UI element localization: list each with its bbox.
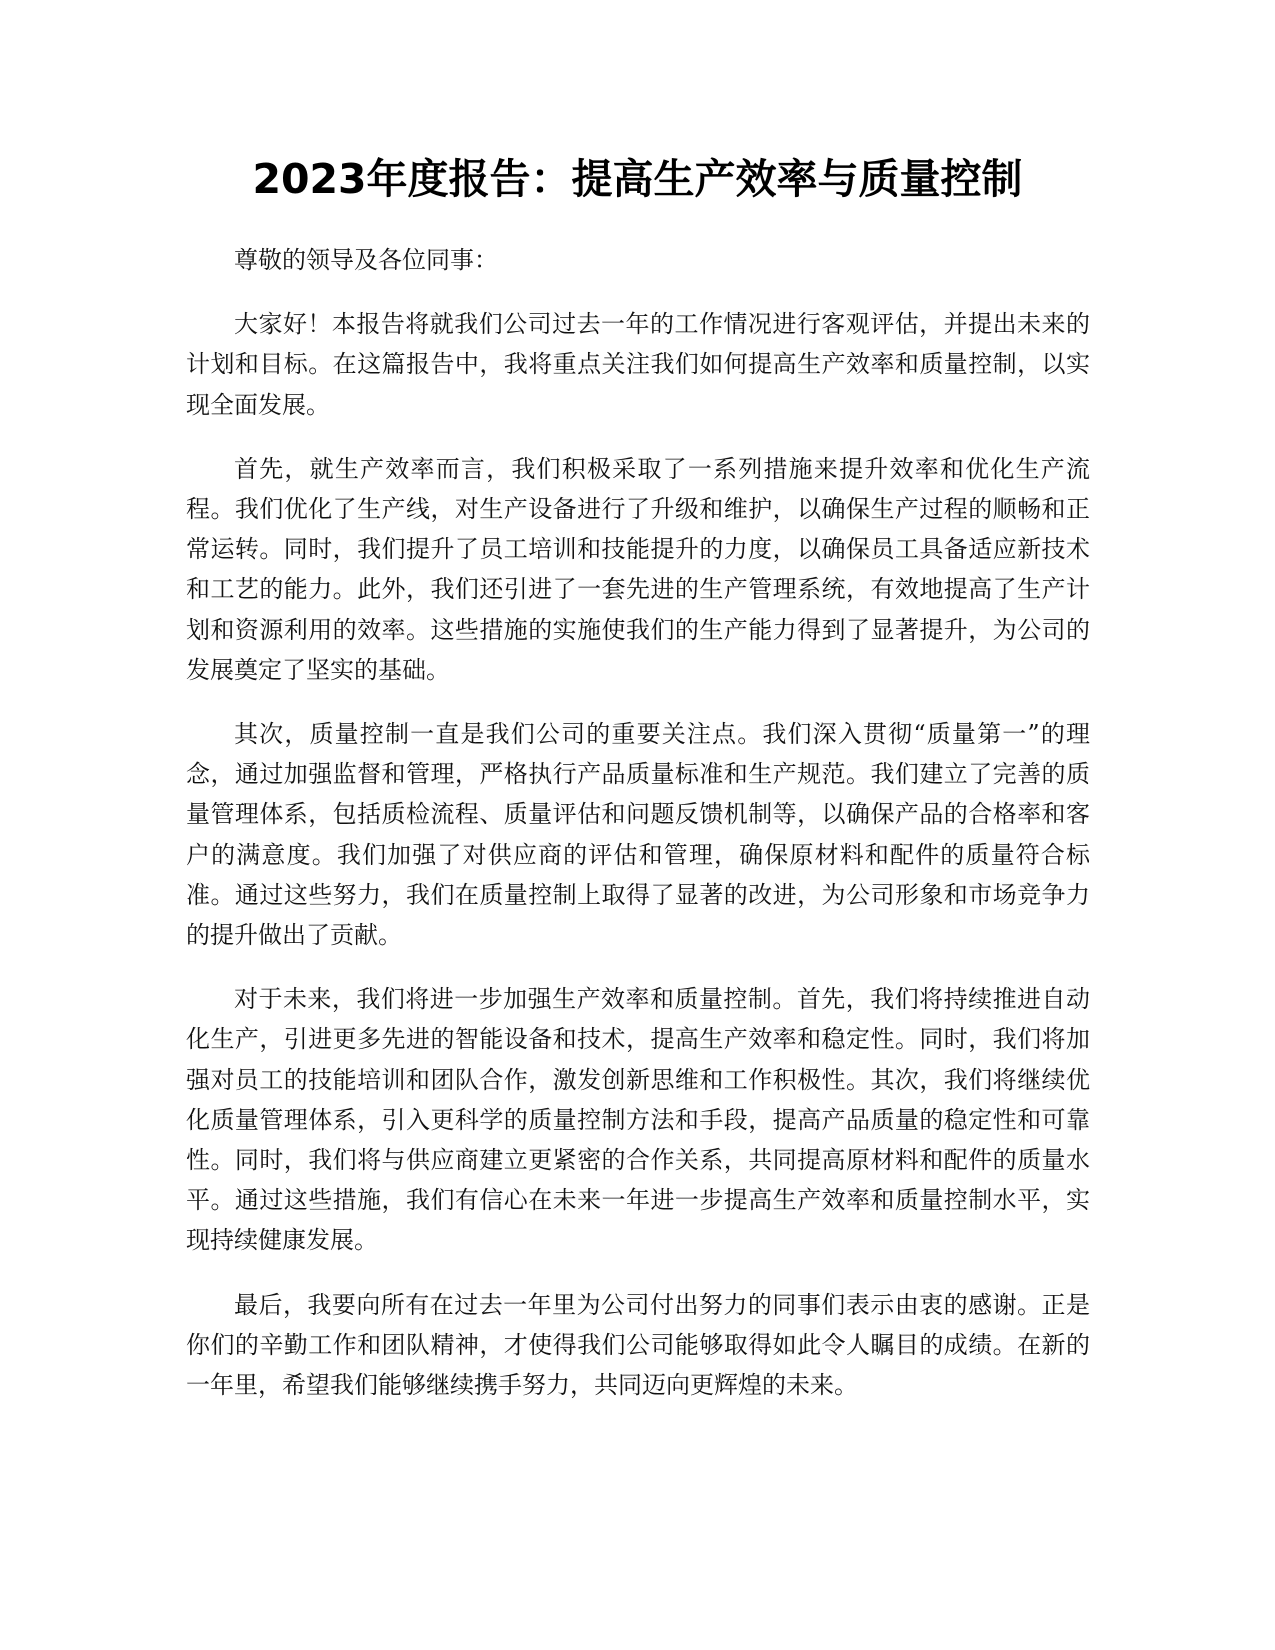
paragraph-intro: 大家好！本报告将就我们公司过去一年的工作情况进行客观评估，并提出未来的计划和目标。在这篇报告中，我将重点关注我们如何提高生产效率和质量控制，以实现全面发展。: [186, 310, 1090, 419]
document-title: 2023年度报告：提高生产效率与质量控制: [252, 155, 1023, 203]
paragraph-production-efficiency: 首先，就生产效率而言，我们积极采取了一系列措施来提升效率和优化生产流程。我们优化了生产线，对生产设备进行了升级和维护，以确保生产过程的顺畅和正常运转。同时，我们提升了员工培训和技能提升的力度，以确保员工具备适应新技术和工艺的能力。此外，我们还引进了一套先进的生产管理系统，有效地提高了生产计划和资源利用的效率。这些措施的实施使我们的生产能力得到了显著提升，为公司的发展奠定了坚实的基础。: [186, 454, 1090, 684]
salutation: 尊敬的领导及各位同事：: [234, 246, 498, 274]
paragraph-closing-thanks: 最后，我要向所有在过去一年里为公司付出努力的同事们表示由衷的感谢。正是你们的辛勤工作和团队精神，才使得我们公司能够取得如此令人瞩目的成绩。在新的一年里，希望我们能够继续携手努力，共同迈向更辉煌的未来。: [186, 1290, 1090, 1400]
paragraph-quality-control: 其次，质量控制一直是我们公司的重要关注点。我们深入贯彻“质量第一”的理念，通过加强监督和管理，严格执行产品质量标准和生产规范。我们建立了完善的质量管理体系，包括质检流程、质量评估和问题反馈机制等，以确保产品的合格率和客户的满意度。我们加强了对供应商的评估和管理，确保原材料和配件的质量符合标准。通过这些努力，我们在质量控制上取得了显著的改进，为公司形象和市场竞争力的提升做出了贡献。: [186, 720, 1090, 950]
document-body: [186, 240, 1090, 1429]
paragraph-future-plans: 对于未来，我们将进一步加强生产效率和质量控制。首先，我们将持续推进自动化生产，引进更多先进的智能设备和技术，提高生产效率和稳定性。同时，我们将加强对员工的技能培训和团队合作，激发创新思维和工作积极性。其次，我们将继续优化质量管理体系，引入更科学的质量控制方法和手段，提高产品质量的稳定性和可靠性。同时，我们将与供应商建立更紧密的合作关系，共同提高原材料和配件的质量水平。通过这些措施，我们有信心在未来一年进一步提高生产效率和质量控制水平，实现持续健康发展。: [186, 985, 1090, 1255]
